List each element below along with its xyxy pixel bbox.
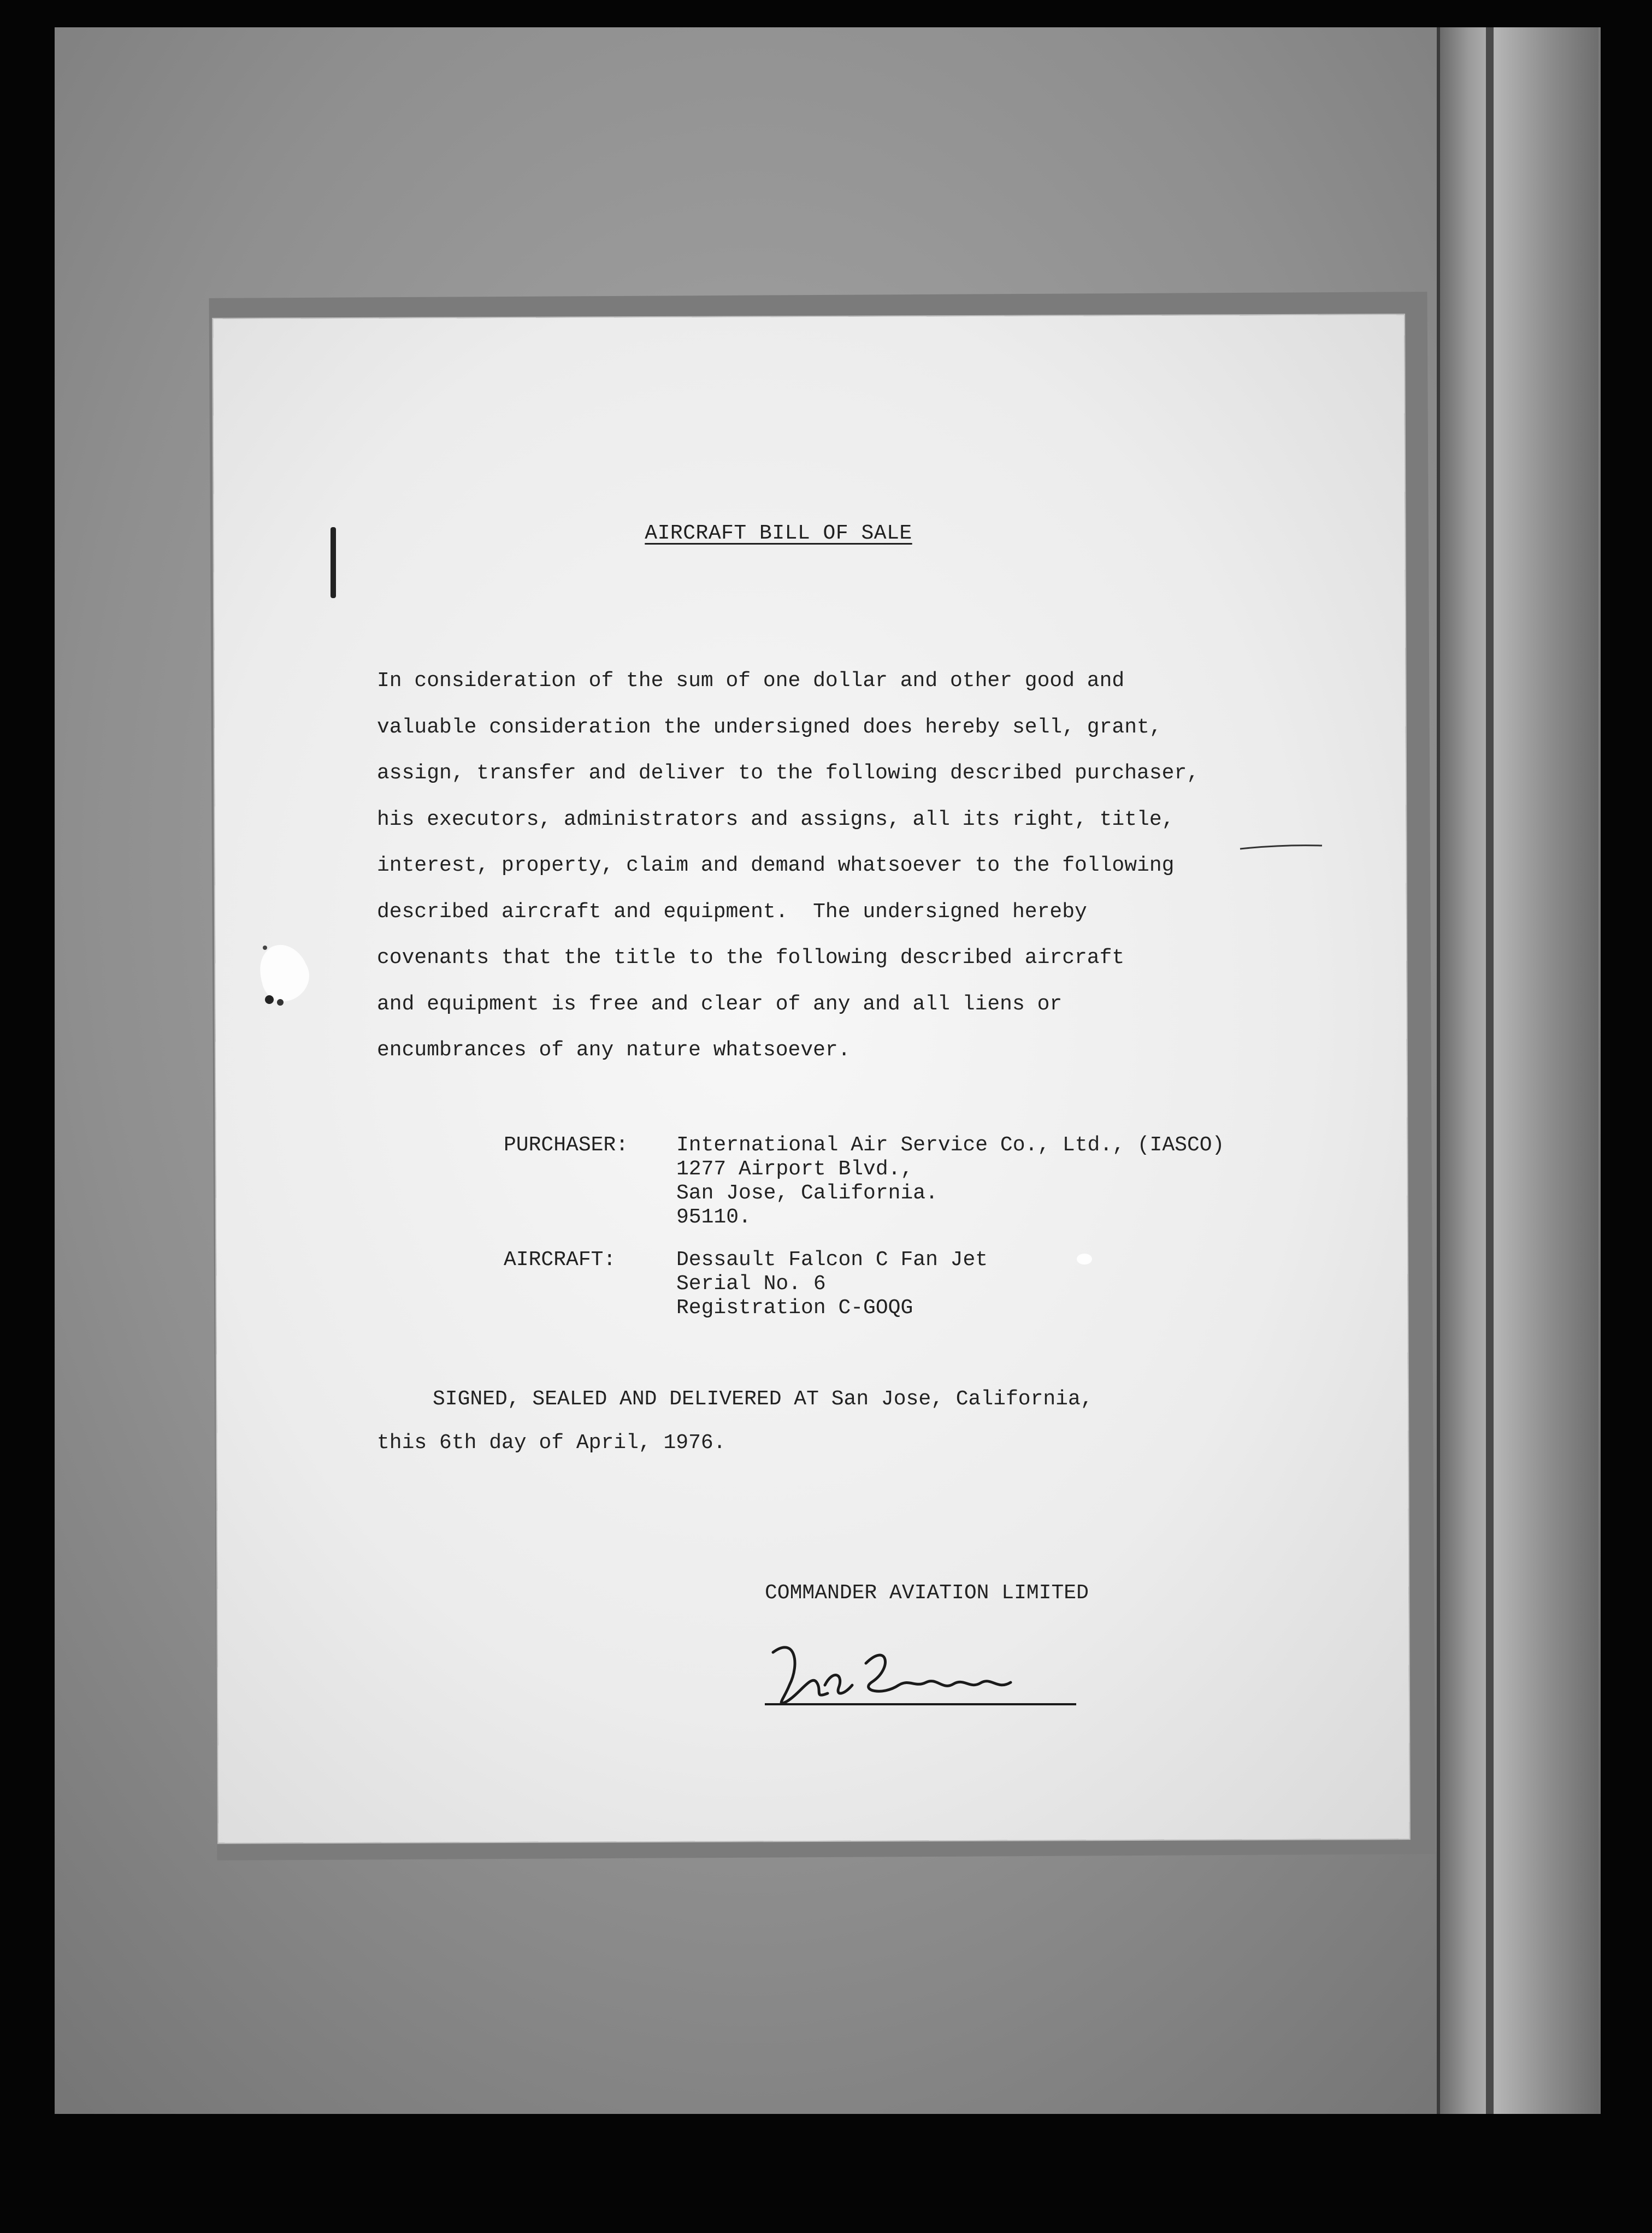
handwritten-signature-icon <box>762 1631 1079 1723</box>
body-line: valuable consideration the undersigned does hereby sell, grant, <box>377 715 1162 739</box>
body-line: In consideration of the sum of one dollar and other good and <box>377 669 1125 693</box>
signed-date: this 6th day of April, 1976. <box>377 1431 726 1455</box>
body-line: described aircraft and equipment. The undersigned hereby <box>377 900 1087 924</box>
paper-stain-icon <box>254 937 320 1008</box>
purchaser-name: International Air Service Co., Ltd., (IASCO) <box>676 1133 1225 1157</box>
purchaser-label: PURCHASER: <box>504 1133 629 1157</box>
body-line: his executors, administrators and assigns, all its right, title, <box>377 807 1175 831</box>
body-paragraph <box>377 658 1371 1074</box>
purchaser-details <box>676 1133 1224 1230</box>
body-line: assign, transfer and deliver to the following described purchaser, <box>377 761 1200 785</box>
board-groove <box>1486 27 1494 2114</box>
body-line: encumbrances of any nature whatsoever. <box>377 1038 851 1062</box>
aircraft-model: Dessault Falcon C Fan Jet <box>676 1248 988 1272</box>
purchaser-city: San Jose, California. <box>676 1182 938 1205</box>
purchaser-zip: 95110. <box>676 1206 751 1229</box>
aircraft-serial: Serial No. 6 <box>676 1272 826 1296</box>
wooden-board-edge <box>1437 27 1598 2114</box>
aircraft-registration: Registration C-GOQG <box>676 1296 913 1320</box>
company-name: COMMANDER AVIATION LIMITED <box>765 1581 1089 1605</box>
aircraft-label: AIRCRAFT: <box>504 1248 616 1272</box>
purchaser-address: 1277 Airport Blvd., <box>676 1157 913 1181</box>
dust-speck-icon <box>1073 1248 1095 1270</box>
body-line: covenants that the title to the following described aircraft <box>377 946 1125 970</box>
body-line: interest, property, claim and demand whatsoever to the following <box>377 854 1175 877</box>
document-title: AIRCRAFT BILL OF SALE <box>645 522 912 545</box>
body-line: and equipment is free and clear of any and all liens or <box>377 992 1063 1016</box>
aircraft-details <box>676 1248 988 1320</box>
signed-statement: SIGNED, SEALED AND DELIVERED AT San Jose, California, <box>433 1387 1093 1411</box>
